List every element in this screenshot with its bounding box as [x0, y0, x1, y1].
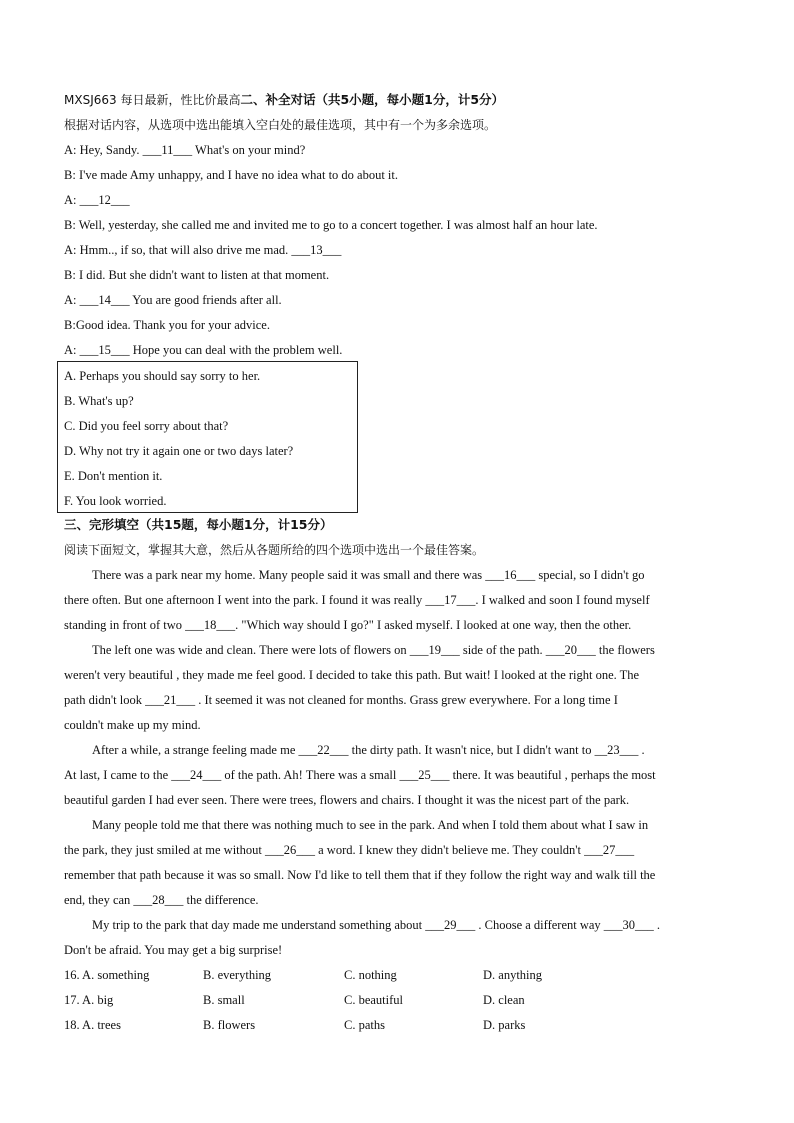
passage-line: At last, I came to the ___24___ of the path. Ah! There was a small ___25___ there. It was beautiful , perhaps the most — [64, 768, 656, 782]
section2-header — [64, 92, 504, 108]
section2-title: 二、补全对话（共5小题，每小题1分，计5分） — [240, 92, 505, 107]
choice-a: 16. A. something — [64, 968, 150, 982]
passage-line: My trip to the park that day made me understand something about ___29___ . Choose a different way ___30___ . — [92, 918, 661, 932]
passage-line: There was a park near my home. Many people said it was small and there was ___16___ special, so I didn't go — [92, 568, 645, 582]
dialog-line: B: Well, yesterday, she called me and invited me to go to a concert together. I was almost half an hour late. — [64, 218, 598, 232]
option-item: D. Why not try it again one or two days later? — [64, 444, 294, 458]
choice-c: C. beautiful — [344, 993, 404, 1007]
choice-a: 17. A. big — [64, 993, 114, 1007]
passage-line: The left one was wide and clean. There were lots of flowers on ___19___ side of the path. ___20___ the flowers — [92, 643, 655, 657]
choice-b: B. everything — [203, 968, 272, 982]
section3-title: 三、完形填空（共15题，每小题1分，计15分） — [64, 517, 333, 532]
passage-line: weren't very beautiful , they made me feel good. I decided to take this path. But wait! I looked at the right one. The — [64, 668, 640, 682]
choice-c: C. paths — [344, 1018, 385, 1032]
option-item: F. You look worried. — [64, 494, 167, 508]
passage-line: path didn't look ___21___ . It seemed it was not cleaned for months. Grass grew everywhere. For a long time I — [64, 693, 618, 707]
choice-d: D. anything — [483, 968, 543, 982]
dialog-line: B: I did. But she didn't want to listen at that moment. — [64, 268, 330, 282]
watermark-text: MXSJ663 每日最新，性比价最高 — [64, 93, 241, 107]
dialog-line: A: ___15___ Hope you can deal with the problem well. — [64, 343, 343, 357]
choice-a: 18. A. trees — [64, 1018, 121, 1032]
passage-line: there often. But one afternoon I went into the park. I found it was really ___17___. I walked and soon I found myself — [64, 593, 650, 607]
dialog-line: A: Hey, Sandy. ___11___ What's on your mind? — [64, 143, 306, 157]
passage-line: the park, they just smiled at me without ___26___ a word. I knew they didn't believe me. They couldn't ___27___ — [64, 843, 635, 857]
passage-line: couldn't make up my mind. — [64, 718, 201, 732]
passage-line: After a while, a strange feeling made me ___22___ the dirty path. It wasn't nice, but I didn't want to __23___ . — [92, 743, 645, 757]
passage-line: end, they can ___28___ the difference. — [64, 893, 259, 907]
section3-instruction: 阅读下面短文，掌握其大意，然后从各题所给的四个选项中选出一个最佳答案。 — [64, 543, 485, 557]
option-item: C. Did you feel sorry about that? — [64, 419, 229, 433]
dialog-line: B: I've made Amy unhappy, and I have no idea what to do about it. — [64, 168, 399, 182]
passage-line: standing in front of two ___18___. "Which way should I go?" I asked myself. I looked at one way, then the other. — [64, 618, 632, 632]
dialog-line: A: ___12___ — [64, 193, 130, 207]
option-item: E. Don't mention it. — [64, 469, 163, 483]
options-box — [57, 361, 358, 513]
passage-line: beautiful garden I had ever seen. There were trees, flowers and chairs. I thought it was the nicest part of the park. — [64, 793, 630, 807]
choice-d: D. parks — [483, 1018, 526, 1032]
passage-line: remember that path because it was so small. Now I'd like to tell them that if they follow the right way and walk till the — [64, 868, 656, 882]
passage-line: Don't be afraid. You may get a big surprise! — [64, 943, 283, 957]
dialog-line: B:Good idea. Thank you for your advice. — [64, 318, 270, 332]
passage-line: Many people told me that there was nothing much to see in the park. And when I told them about what I saw in — [92, 818, 649, 832]
choice-b: B. flowers — [203, 1018, 256, 1032]
option-item: B. What's up? — [64, 394, 134, 408]
choice-c: C. nothing — [344, 968, 397, 982]
section2-instruction: 根据对话内容，从选项中选出能填入空白处的最佳选项，其中有一个为多余选项。 — [64, 118, 497, 132]
option-item: A. Perhaps you should say sorry to her. — [64, 369, 261, 383]
dialog-line: A: Hmm.., if so, that will also drive me mad. ___13___ — [64, 243, 342, 257]
dialog-line: A: ___14___ You are good friends after all. — [64, 293, 282, 307]
choice-d: D. clean — [483, 993, 525, 1007]
choice-b: B. small — [203, 993, 245, 1007]
